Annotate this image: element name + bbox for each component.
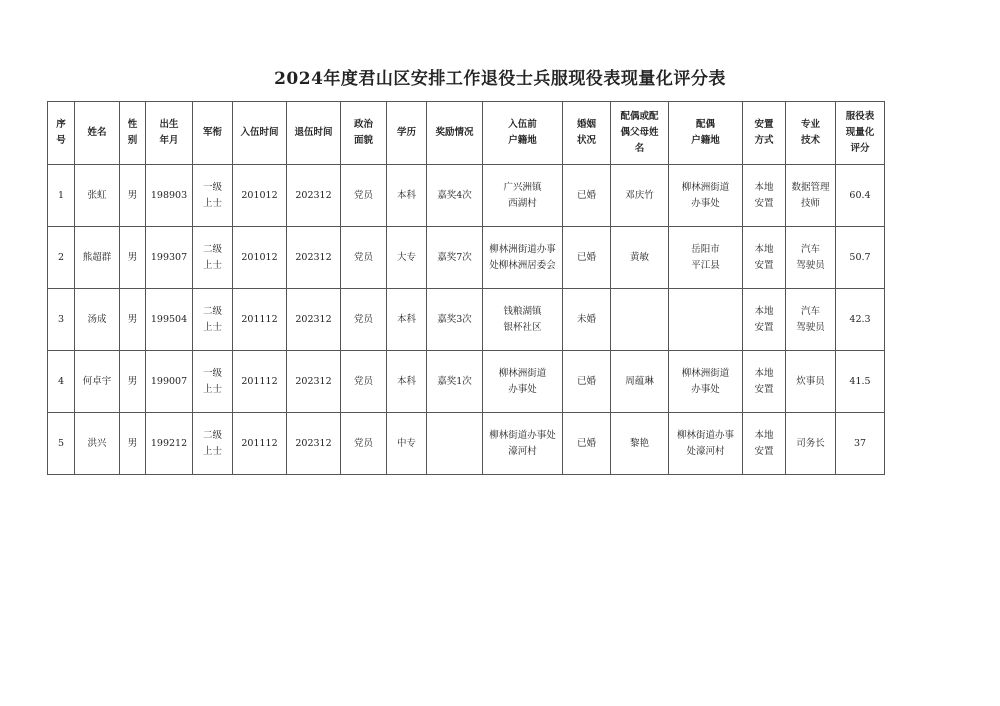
table-cell <box>786 289 836 351</box>
column-header <box>48 102 75 165</box>
table-cell <box>341 227 387 289</box>
cell-line: 办事处 <box>508 383 537 395</box>
cell-line: 岳阳市 <box>691 243 720 255</box>
cell-line: 专业 <box>800 119 820 130</box>
cell-line: 邓庆竹 <box>625 189 654 201</box>
table-cell <box>146 165 193 227</box>
table-cell <box>120 351 146 413</box>
cell-line: 党员 <box>353 189 373 201</box>
table-cell <box>233 165 287 227</box>
cell-line: 政治 <box>353 119 373 130</box>
table-cell <box>836 165 885 227</box>
table-cell <box>387 227 427 289</box>
table-cell <box>387 413 427 475</box>
cell-line: 二级 <box>202 305 222 317</box>
table-cell <box>120 289 146 351</box>
column-header <box>563 102 611 165</box>
cell-line: 炊事员 <box>796 375 825 387</box>
table-cell <box>75 165 120 227</box>
cell-line: 黄敏 <box>629 251 649 263</box>
table-cell <box>669 289 743 351</box>
cell-line: 202312 <box>295 189 332 201</box>
cell-line: 奖励情况 <box>435 127 474 138</box>
table-cell <box>48 289 75 351</box>
column-header <box>743 102 786 165</box>
column-header <box>483 102 563 165</box>
cell-line: 现量化 <box>845 127 875 138</box>
table-cell <box>743 289 786 351</box>
table-cell <box>387 289 427 351</box>
cell-line: 办事处 <box>691 197 720 209</box>
table-row <box>48 289 885 351</box>
cell-line: 面貌 <box>353 135 373 146</box>
cell-line: 202312 <box>295 251 332 263</box>
table-cell <box>75 289 120 351</box>
table-cell <box>611 413 669 475</box>
cell-line: 201112 <box>241 313 278 325</box>
cell-line: 已婚 <box>576 251 596 263</box>
cell-line: 年月 <box>159 135 179 146</box>
cell-line: 婚姻 <box>576 119 596 130</box>
table-cell <box>387 351 427 413</box>
table-cell <box>427 289 483 351</box>
table-cell <box>669 227 743 289</box>
table-cell <box>48 227 75 289</box>
table-cell <box>287 413 341 475</box>
cell-line: 未婚 <box>576 313 596 325</box>
cell-line: 3 <box>57 313 65 325</box>
cell-line: 学历 <box>396 127 416 138</box>
cell-line: 熊超群 <box>82 251 112 263</box>
table-cell <box>120 165 146 227</box>
cell-line: 嘉奖7次 <box>437 251 472 263</box>
table-cell <box>743 165 786 227</box>
table-cell <box>48 165 75 227</box>
cell-line: 钱粮湖镇 <box>503 305 542 317</box>
cell-line: 男 <box>127 251 138 263</box>
cell-line: 技师 <box>800 197 820 209</box>
cell-line: 别 <box>127 135 138 146</box>
cell-line: 处柳林洲居委会 <box>489 259 556 271</box>
cell-line: 服役表 <box>845 111 875 122</box>
table-cell <box>427 227 483 289</box>
cell-line: 本地 <box>754 305 774 317</box>
cell-line: 本科 <box>396 189 416 201</box>
table-cell <box>287 165 341 227</box>
cell-line: 已婚 <box>576 437 596 449</box>
cell-line: 安置 <box>754 445 774 457</box>
table-header-row <box>48 102 885 165</box>
cell-line: 洪兴 <box>87 437 107 449</box>
cell-line: 名 <box>634 143 645 154</box>
cell-line: 202312 <box>295 313 332 325</box>
cell-line: 大专 <box>396 251 416 263</box>
cell-line: 处濠河村 <box>686 445 725 457</box>
cell-line: 一级 <box>202 181 222 193</box>
column-header <box>120 102 146 165</box>
column-header <box>387 102 427 165</box>
cell-line: 201112 <box>241 375 278 387</box>
cell-line: 周蕴琳 <box>625 375 654 387</box>
cell-line: 安置 <box>754 119 774 130</box>
cell-line: 方式 <box>754 135 774 146</box>
column-header <box>611 102 669 165</box>
table-cell <box>75 413 120 475</box>
table-cell <box>341 413 387 475</box>
cell-line: 汽车 <box>800 243 820 255</box>
cell-line: 男 <box>127 437 138 449</box>
table-cell <box>233 227 287 289</box>
cell-line: 50.7 <box>849 251 871 263</box>
table-row <box>48 165 885 227</box>
cell-line: 199504 <box>150 313 188 325</box>
cell-line: 党员 <box>353 313 373 325</box>
table-cell <box>836 289 885 351</box>
table-cell <box>75 351 120 413</box>
cell-line: 办事处 <box>691 383 720 395</box>
cell-line: 状况 <box>576 135 596 146</box>
column-header <box>75 102 120 165</box>
cell-line: 姓名 <box>87 127 107 138</box>
cell-line: 二级 <box>202 429 222 441</box>
cell-line: 上士 <box>202 259 222 271</box>
cell-line: 本地 <box>754 429 774 441</box>
table-cell <box>48 351 75 413</box>
cell-line: 汽车 <box>800 305 820 317</box>
table-cell <box>786 165 836 227</box>
cell-line: 男 <box>127 375 138 387</box>
column-header <box>836 102 885 165</box>
table-cell <box>483 351 563 413</box>
cell-line: 黎艳 <box>629 437 649 449</box>
cell-line: 2 <box>57 251 65 263</box>
cell-line: 1 <box>57 189 65 201</box>
table-row <box>48 413 885 475</box>
column-header <box>287 102 341 165</box>
cell-line: 安置 <box>754 197 774 209</box>
cell-line: 安置 <box>754 259 774 271</box>
cell-line: 党员 <box>353 375 373 387</box>
cell-line: 党员 <box>353 437 373 449</box>
table-body <box>48 165 885 475</box>
table-cell <box>611 351 669 413</box>
table-cell <box>287 227 341 289</box>
table-cell <box>427 351 483 413</box>
cell-line: 上士 <box>202 383 222 395</box>
column-header <box>233 102 287 165</box>
cell-line: 一级 <box>202 367 222 379</box>
cell-line: 性 <box>127 119 138 130</box>
table-cell <box>387 165 427 227</box>
table-cell <box>563 351 611 413</box>
table-cell <box>146 413 193 475</box>
cell-line: 出生 <box>159 119 179 130</box>
column-header <box>341 102 387 165</box>
cell-line: 柳林洲街道办事 <box>489 243 556 255</box>
document-title: 2024年度君山区安排工作退役士兵服现役表现量化评分表 <box>274 69 726 89</box>
cell-line: 司务长 <box>796 437 825 449</box>
cell-line: 退伍时间 <box>294 127 333 138</box>
table-row <box>48 227 885 289</box>
cell-line: 本地 <box>754 243 774 255</box>
table-cell <box>193 413 233 475</box>
table-cell <box>669 165 743 227</box>
table-cell <box>669 351 743 413</box>
table-cell <box>193 289 233 351</box>
table-cell <box>193 351 233 413</box>
column-header <box>193 102 233 165</box>
cell-line: 技术 <box>800 135 820 146</box>
cell-line: 60.4 <box>849 189 871 201</box>
cell-line: 军衔 <box>202 127 222 138</box>
cell-line: 42.3 <box>849 313 871 325</box>
cell-line: 偶父母姓 <box>620 127 659 138</box>
cell-line: 入伍前 <box>508 119 537 130</box>
table-cell <box>287 289 341 351</box>
cell-line: 濠河村 <box>508 445 537 457</box>
cell-line: 号 <box>56 135 66 146</box>
table-cell <box>743 351 786 413</box>
cell-line: 本科 <box>396 375 416 387</box>
cell-line: 驾驶员 <box>796 259 825 271</box>
cell-line: 201112 <box>241 437 278 449</box>
cell-line: 柳林洲街道 <box>681 367 730 379</box>
table-cell <box>483 227 563 289</box>
table-cell <box>146 289 193 351</box>
table-cell <box>341 289 387 351</box>
cell-line: 二级 <box>202 243 222 255</box>
cell-line: 嘉奖1次 <box>437 375 472 387</box>
table-cell <box>120 413 146 475</box>
table-cell <box>193 227 233 289</box>
cell-line: 银杯社区 <box>503 321 542 333</box>
table-cell <box>563 227 611 289</box>
cell-line: 199007 <box>150 375 188 387</box>
column-header <box>786 102 836 165</box>
table-cell <box>146 351 193 413</box>
cell-line: 上士 <box>202 321 222 333</box>
table-cell <box>611 165 669 227</box>
cell-line: 201012 <box>241 251 278 263</box>
table-cell <box>341 351 387 413</box>
table-cell <box>233 413 287 475</box>
table-cell <box>483 413 563 475</box>
cell-line: 配偶或配 <box>620 111 659 122</box>
table-cell <box>611 289 669 351</box>
table-cell <box>786 413 836 475</box>
cell-line: 37 <box>853 437 867 449</box>
table-cell <box>75 227 120 289</box>
cell-line: 序 <box>56 119 66 130</box>
cell-line: 199307 <box>150 251 188 263</box>
cell-line: 户籍地 <box>691 135 720 146</box>
cell-line: 安置 <box>754 383 774 395</box>
cell-line: 党员 <box>353 251 373 263</box>
cell-line: 西湖村 <box>508 197 537 209</box>
table-cell <box>233 289 287 351</box>
column-header <box>146 102 193 165</box>
column-header <box>427 102 483 165</box>
cell-line: 202312 <box>295 437 332 449</box>
score-table <box>47 101 885 475</box>
table-cell <box>836 227 885 289</box>
cell-line: 201012 <box>241 189 278 201</box>
table-cell <box>233 351 287 413</box>
cell-line: 评分 <box>850 143 870 154</box>
cell-line: 驾驶员 <box>796 321 825 333</box>
cell-line: 男 <box>127 313 138 325</box>
cell-line: 202312 <box>295 375 332 387</box>
cell-line: 柳林洲街道 <box>681 181 730 193</box>
cell-line: 平江县 <box>691 259 720 271</box>
cell-line: 本地 <box>754 181 774 193</box>
table-cell <box>120 227 146 289</box>
cell-line: 嘉奖3次 <box>437 313 472 325</box>
table-cell <box>563 165 611 227</box>
column-header <box>669 102 743 165</box>
table-cell <box>786 351 836 413</box>
table-cell <box>427 165 483 227</box>
cell-line: 户籍地 <box>508 135 537 146</box>
table-cell <box>669 413 743 475</box>
cell-line: 中专 <box>396 437 416 449</box>
table-cell <box>836 413 885 475</box>
cell-line: 41.5 <box>849 375 871 387</box>
table-cell <box>48 413 75 475</box>
table-cell <box>483 289 563 351</box>
cell-line: 上士 <box>202 445 222 457</box>
cell-line: 广兴洲镇 <box>503 181 542 193</box>
cell-line: 已婚 <box>576 189 596 201</box>
cell-line: 柳林街道办事处 <box>489 429 556 441</box>
table-cell <box>287 351 341 413</box>
cell-line: 嘉奖4次 <box>437 189 472 201</box>
cell-line: 安置 <box>754 321 774 333</box>
cell-line: 上士 <box>202 197 222 209</box>
cell-line: 本地 <box>754 367 774 379</box>
cell-line: 张虹 <box>87 189 107 201</box>
table-cell <box>341 165 387 227</box>
cell-line: 柳林洲街道 <box>498 367 547 379</box>
table-cell <box>786 227 836 289</box>
cell-line: 柳林街道办事 <box>676 429 734 441</box>
table-cell <box>427 413 483 475</box>
table-cell <box>483 165 563 227</box>
cell-line: 配偶 <box>695 119 715 130</box>
table-cell <box>563 289 611 351</box>
table-row <box>48 351 885 413</box>
cell-line: 入伍时间 <box>240 127 279 138</box>
table-cell <box>563 413 611 475</box>
cell-line: 数据管理 <box>791 181 830 193</box>
table-cell <box>743 413 786 475</box>
table-cell <box>836 351 885 413</box>
table-cell <box>743 227 786 289</box>
table-cell <box>611 227 669 289</box>
cell-line: 198903 <box>150 189 188 201</box>
cell-line: 汤成 <box>87 313 107 325</box>
cell-line: 男 <box>127 189 138 201</box>
cell-line: 199212 <box>150 437 188 449</box>
cell-line: 5 <box>57 437 65 449</box>
cell-line: 何卓宇 <box>82 375 112 387</box>
cell-line: 4 <box>57 375 65 387</box>
cell-line: 本科 <box>396 313 416 325</box>
cell-line: 已婚 <box>576 375 596 387</box>
table-cell <box>193 165 233 227</box>
table-cell <box>146 227 193 289</box>
